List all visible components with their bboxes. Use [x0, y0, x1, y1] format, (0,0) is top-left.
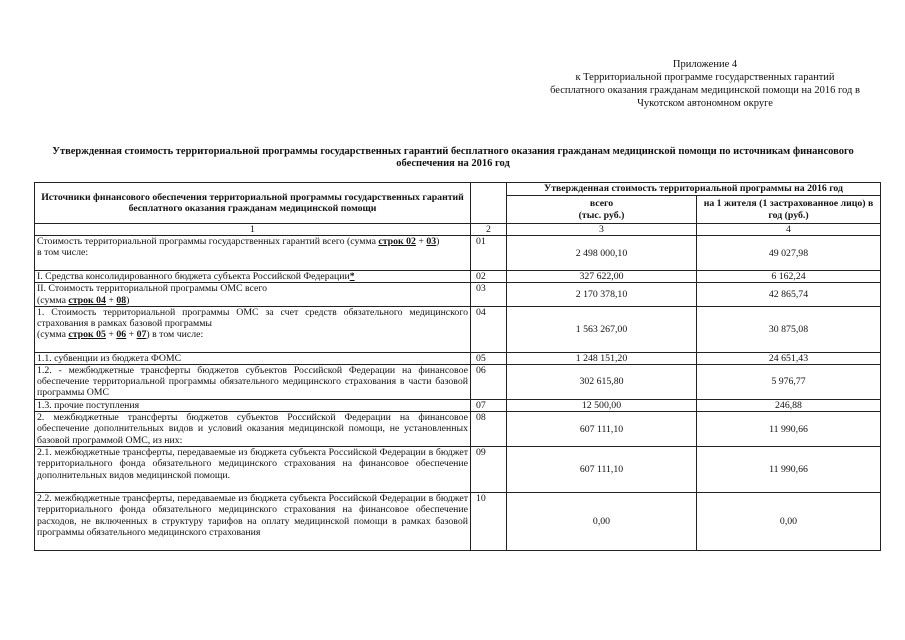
row-reference-link[interactable]: 03: [426, 236, 437, 248]
row-code: 03: [471, 283, 507, 306]
row-per-resident: 30 875,08: [697, 306, 881, 352]
row-total: 1 248 151,20: [507, 352, 697, 364]
table-row: [35, 412, 881, 447]
table-row: [35, 306, 881, 352]
row-code: 10: [471, 493, 507, 551]
table-row: [35, 400, 881, 412]
row-total: 607 111,10: [507, 447, 697, 493]
row-per-resident: 5 976,77: [697, 365, 881, 400]
row-code: 06: [471, 365, 507, 400]
document-title: Утвержденная стоимость территориальной программы государственных гарантий бесплатного оказания гражданам медицинской помощи по источникам финансового обеспечения на 2016 год: [52, 146, 854, 169]
row-code: 05: [471, 352, 507, 364]
header-code: [471, 183, 507, 224]
appendix-line-1: Приложение 4: [672, 59, 738, 70]
row-code: 09: [471, 447, 507, 493]
row-total: 1 563 267,00: [507, 306, 697, 352]
appendix-line-3: бесплатного оказания гражданам медицинской помощи на 2016 год в: [550, 85, 860, 96]
col-number-2: 2: [471, 224, 507, 236]
row-per-resident: 11 990,66: [697, 412, 881, 447]
table-row: [35, 271, 881, 283]
row-per-resident: 6 162,24: [697, 271, 881, 283]
row-source-text: 2.1. межбюджетные трансферты, передаваемые из бюджета субъекта Российской Федерации в бюджет территориального фонда обязательного медицинского страхования на финансовое обеспечение дополнительных видов медицинской помощи.: [35, 447, 471, 493]
row-reference-link[interactable]: 07: [136, 329, 147, 341]
row-total: 2 170 378,10: [507, 283, 697, 306]
cost-table: [34, 182, 881, 551]
row-total: 327 622,00: [507, 271, 697, 283]
row-source-text: II. Стоимость территориальной программы ОМС всего (сумма строк 04 + 08): [35, 283, 471, 306]
table-row: [35, 447, 881, 493]
table-row: [35, 493, 881, 551]
row-source-text: Стоимость территориальной программы государственных гарантий всего (сумма строк 02 + 03) в том числе:: [35, 236, 471, 271]
col-number-3: 3: [507, 224, 697, 236]
row-code: 02: [471, 271, 507, 283]
col-number-1: 1: [35, 224, 471, 236]
row-reference-link[interactable]: строк 05: [68, 329, 106, 341]
row-source-text: 1.1. субвенции из бюджета ФОМС: [35, 352, 471, 364]
row-total: 2 498 000,10: [507, 236, 697, 271]
row-source-text: 2.2. межбюджетные трансферты, передаваемые из бюджета субъекта Российской Федерации в бюджет территориального фонда обязательного медицинского страхования на финансовое обеспечение расходов, не включенных в структуру тарифов на оплату медицинской помощи в рамках базовой программы обязательного медицинского страхования: [35, 493, 471, 551]
row-total: 607 111,10: [507, 412, 697, 447]
row-total: 12 500,00: [507, 400, 697, 412]
header-cost-group: Утвержденная стоимость территориальной программы на 2016 год: [507, 183, 881, 196]
row-reference-link[interactable]: строк 04: [68, 294, 106, 306]
row-source-text: 2. межбюджетные трансферты бюджетов субъектов Российской Федерации на финансовое обеспечение дополнительных видов и условий оказания медицинской помощи, не установленных базовой программой ОМС, из них:: [35, 412, 471, 447]
row-per-resident: 11 990,66: [697, 447, 881, 493]
row-reference-link[interactable]: *: [349, 271, 355, 283]
row-reference-link[interactable]: строк 02: [378, 236, 416, 248]
header-per-resident: на 1 жителя (1 застрахованное лицо) в год (руб.): [697, 196, 881, 224]
row-per-resident: 0,00: [697, 493, 881, 551]
row-code: 04: [471, 306, 507, 352]
row-per-resident: 49 027,98: [697, 236, 881, 271]
row-reference-link[interactable]: 06: [116, 329, 127, 341]
table-row: [35, 236, 881, 271]
row-per-resident: 246,88: [697, 400, 881, 412]
appendix-heading: [505, 58, 905, 110]
row-per-resident: 42 865,74: [697, 283, 881, 306]
row-total: 302 615,80: [507, 365, 697, 400]
row-source-text: 1.3. прочие поступления: [35, 400, 471, 412]
table-row: [35, 352, 881, 364]
header-sources: Источники финансового обеспечения территориальной программы государственных гарантий бесплатного оказания гражданам медицинской помощи: [35, 183, 471, 224]
header-total: всего (тыс. руб.): [507, 196, 697, 224]
row-per-resident: 24 651,43: [697, 352, 881, 364]
row-source-text: 1.2. - межбюджетные трансферты бюджетов субъектов Российской Федерации на финансовое обеспечение территориальной программы обязательного медицинского страхования в части базовой программы ОМС: [35, 365, 471, 400]
row-code: 01: [471, 236, 507, 271]
appendix-line-2: к Территориальной программе государственных гарантий: [575, 72, 835, 83]
appendix-line-4: Чукотском автономном округе: [637, 98, 773, 109]
row-source-text: I. Средства консолидированного бюджета субъекта Российской Федерации*: [35, 271, 471, 283]
col-number-4: 4: [697, 224, 881, 236]
table-row: [35, 283, 881, 306]
row-reference-link[interactable]: 08: [116, 294, 127, 306]
row-source-text: 1. Стоимость территориальной программы ОМС за счет средств обязательного медицинского страхования в рамках базовой программы (сумма строк 05 + 06 + 07) в том числе:: [35, 306, 471, 352]
row-code: 07: [471, 400, 507, 412]
table-row: [35, 365, 881, 400]
row-code: 08: [471, 412, 507, 447]
row-total: 0,00: [507, 493, 697, 551]
